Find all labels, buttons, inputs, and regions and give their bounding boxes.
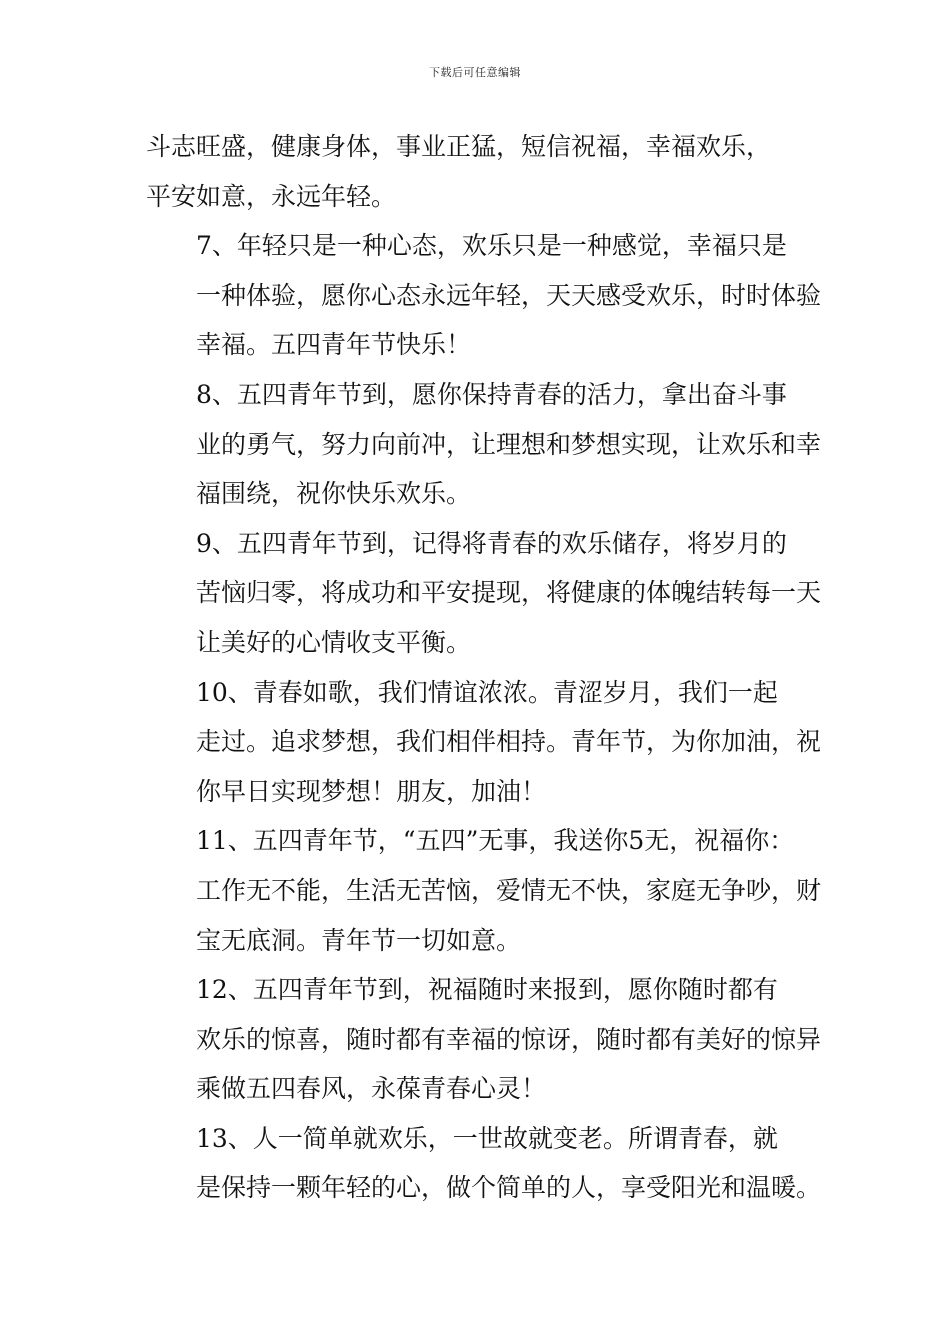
text-line: 走过。追求梦想，我们相伴相持。青年节，为你加油，祝: [196, 727, 822, 757]
paragraph-item-12: [146, 965, 822, 1114]
document-body: [146, 122, 822, 1213]
paragraph-item-9: [146, 519, 822, 668]
text-line: 13、人一简单就欢乐，一世故就变老。所谓青春，就: [196, 1123, 778, 1153]
text-line: 7、年轻只是一种心态，欢乐只是一种感觉，幸福只是: [196, 231, 787, 261]
paragraph-item-11: [146, 816, 822, 965]
paragraph-item-13: [146, 1114, 822, 1213]
text-line: 业的勇气，努力向前冲，让理想和梦想实现，让欢乐和幸: [196, 429, 822, 459]
text-line: 宝无底洞。青年节一切如意。: [196, 925, 522, 955]
text-line: 一种体验，愿你心态永远年轻，天天感受欢乐，时时体验: [196, 280, 822, 310]
text-line: 乘做五四春风，永葆青春心灵！: [196, 1074, 547, 1104]
paragraph-item-10: [146, 668, 822, 817]
paragraph-item-7: [146, 221, 822, 370]
text-line: 12、五四青年节到，祝福随时来报到，愿你随时都有: [196, 975, 778, 1005]
text-line: 福围绕，祝你快乐欢乐。: [196, 479, 472, 509]
text-line: 9、五四青年节到，记得将青春的欢乐储存，将岁月的: [196, 528, 787, 558]
text-line: 11、五四青年节，“五四”无事，我送你5无，祝福你：: [196, 826, 795, 856]
text-line: 幸福。五四青年节快乐！: [196, 330, 472, 360]
text-line: 苦恼归零，将成功和平安提现，将健康的体魄结转每一天: [196, 578, 822, 608]
page-header: 下载后可任意编辑: [429, 66, 521, 79]
text-line: 10、青春如歌，我们情谊浓浓。青涩岁月，我们一起: [196, 677, 778, 707]
text-line: 工作无不能，生活无苦恼，爱情无不快，家庭无争吵，财: [196, 875, 822, 905]
text-line: 平安如意，永远年轻。: [146, 181, 397, 211]
text-line: 斗志旺盛，健康身体，事业正猛，短信祝福，幸福欢乐，: [146, 132, 772, 161]
paragraph-item-8: [146, 370, 822, 519]
text-line: 你早日实现梦想！朋友，加油！: [196, 776, 547, 806]
text-line: 8、五四青年节到，愿你保持青春的活力，拿出奋斗事: [196, 379, 787, 409]
text-line: 让美好的心情收支平衡。: [196, 627, 472, 657]
text-line: 是保持一颗年轻的心，做个简单的人，享受阳光和温暖。: [196, 1173, 822, 1203]
text-line: 欢乐的惊喜，随时都有幸福的惊讶，随时都有美好的惊异: [196, 1024, 822, 1054]
paragraph-continuation: [146, 122, 811, 221]
